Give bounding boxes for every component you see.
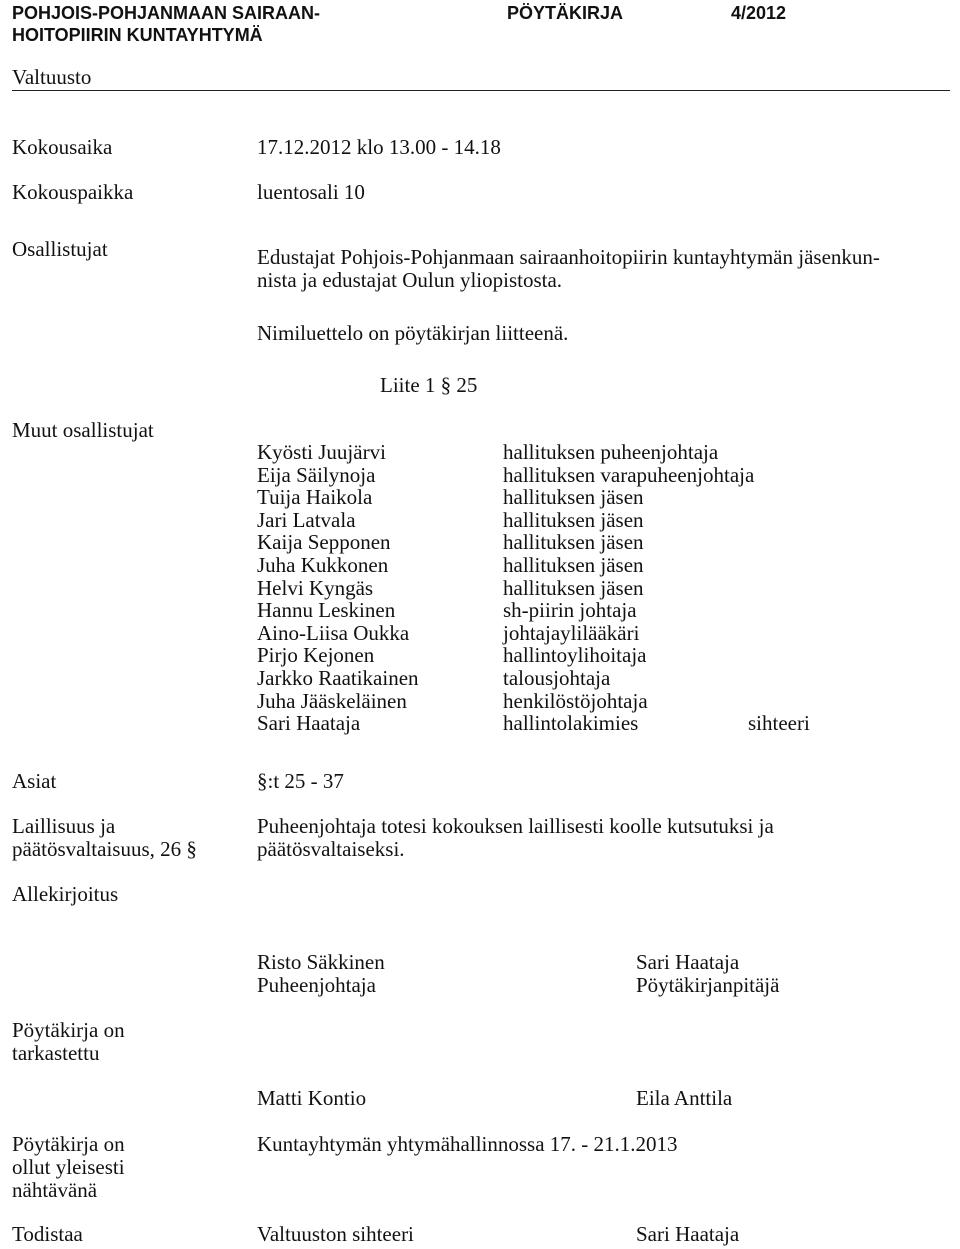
signature-label: Allekirjoitus	[12, 882, 119, 906]
meeting-place-label: Kokouspaikka	[12, 180, 134, 204]
org-name-line2: HOITOPIIRIN KUNTAYHTYMÄ	[12, 25, 263, 45]
other-participants-label: Muut osallistujat	[12, 418, 154, 442]
participant-row	[257, 577, 857, 600]
participant-role: hallituksen jäsen	[503, 575, 644, 600]
legality-label-line1: Laillisuus ja	[12, 814, 116, 838]
secretary-name: Sari Haataja	[636, 950, 740, 974]
participant-name: Tuija Haikola	[257, 485, 373, 510]
certify-role: Valtuuston sihteeri	[257, 1222, 414, 1246]
participants-text-line2: nista ja edustajat Oulun yliopistosta.	[257, 268, 563, 292]
secretary-title: Pöytäkirjanpitäjä	[636, 973, 780, 997]
participant-role: hallituksen varapuheenjohtaja	[503, 462, 755, 487]
participant-name: Sari Haataja	[257, 711, 361, 736]
agenda-items-value: §:t 25 - 37	[257, 769, 344, 793]
org-name-line1: POHJOIS-POHJANMAAN SAIRAAN-	[12, 3, 321, 23]
participant-role: hallituksen puheenjohtaja	[503, 440, 719, 464]
namelist-note: Nimiluettelo on pöytäkirjan liitteenä.	[257, 321, 569, 345]
participant-row	[257, 667, 857, 690]
participant-name: Eija Säilynoja	[257, 462, 376, 487]
participant-role: talousjohtaja	[503, 665, 611, 690]
participant-role: henkilöstöjohtaja	[503, 688, 648, 713]
participant-row	[257, 622, 857, 645]
reviewer-1-name: Matti Kontio	[257, 1086, 367, 1110]
participant-name: Helvi Kyngäs	[257, 575, 374, 600]
legality-label-line2: päätösvaltaisuus, 26 §	[12, 837, 197, 861]
governing-body: Valtuusto	[12, 65, 92, 89]
participant-role: hallituksen jäsen	[503, 530, 644, 555]
participant-name: Jarkko Raatikainen	[257, 665, 419, 690]
agenda-items-label: Asiat	[12, 769, 57, 793]
participant-role: hallintoylihoitaja	[503, 643, 647, 668]
participant-row	[257, 554, 857, 577]
certify-label: Todistaa	[12, 1222, 83, 1246]
attachment-reference: Liite 1 § 25	[380, 373, 478, 397]
participant-row	[257, 441, 857, 464]
document-type: PÖYTÄKIRJA	[507, 3, 624, 23]
participant-name: Jari Latvala	[257, 507, 356, 532]
participant-name: Juha Kukkonen	[257, 552, 389, 577]
meeting-place-value: luentosali 10	[257, 180, 365, 204]
display-label-line3: nähtävänä	[12, 1178, 98, 1202]
participant-name: Juha Jääskeläinen	[257, 688, 407, 713]
participant-extra-role: sihteeri	[748, 711, 810, 736]
participant-row	[257, 509, 857, 532]
participant-name: Kyösti Juujärvi	[257, 440, 386, 464]
participants-text-line1: Edustajat Pohjois-Pohjanmaan sairaanhoitopiirin kuntayhtymän jäsenkun-	[257, 245, 880, 269]
chair-name: Risto Säkkinen	[257, 950, 385, 974]
participant-row	[257, 464, 857, 487]
participant-row	[257, 644, 857, 667]
participant-role: johtajaylilääkäri	[503, 620, 640, 645]
participant-role: hallituksen jäsen	[503, 552, 644, 577]
participant-row	[257, 599, 857, 622]
participant-role: hallituksen jäsen	[503, 485, 644, 510]
legality-text-line2: päätösvaltaiseksi.	[257, 837, 405, 861]
participant-row	[257, 486, 857, 509]
participant-name: Pirjo Kejonen	[257, 643, 375, 668]
legality-text-line1: Puheenjohtaja totesi kokouksen laillisesti koolle kutsutuksi ja	[257, 814, 774, 838]
header-divider	[12, 90, 950, 91]
certify-name: Sari Haataja	[636, 1222, 740, 1246]
review-label-line2: tarkastettu	[12, 1041, 100, 1065]
participant-row	[257, 690, 857, 713]
meeting-time-value: 17.12.2012 klo 13.00 - 14.18	[257, 135, 501, 159]
display-label-line2: ollut yleisesti	[12, 1155, 125, 1179]
participants-label: Osallistujat	[12, 237, 108, 261]
meeting-time-label: Kokousaika	[12, 135, 113, 159]
review-label-line1: Pöytäkirja on	[12, 1018, 125, 1042]
participant-row	[257, 531, 857, 554]
participant-role: hallituksen jäsen	[503, 507, 644, 532]
chair-title: Puheenjohtaja	[257, 973, 376, 997]
reviewer-2-name: Eila Anttila	[636, 1086, 733, 1110]
participant-name: Aino-Liisa Oukka	[257, 620, 410, 645]
other-participants-list	[257, 441, 857, 735]
document-number: 4/2012	[731, 3, 787, 23]
participant-name: Kaija Sepponen	[257, 530, 391, 555]
participant-role: sh-piirin johtaja	[503, 598, 637, 623]
display-location-dates: Kuntayhtymän yhtymähallinnossa 17. - 21.1.2013	[257, 1132, 678, 1156]
participant-row	[257, 712, 857, 735]
participant-role: hallintolakimies	[503, 711, 639, 736]
participant-name: Hannu Leskinen	[257, 598, 396, 623]
display-label-line1: Pöytäkirja on	[12, 1132, 125, 1156]
